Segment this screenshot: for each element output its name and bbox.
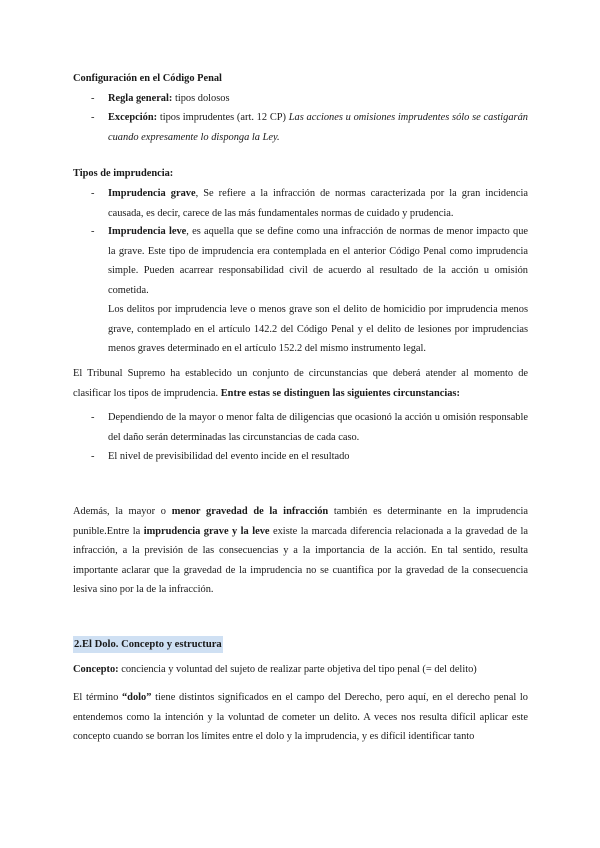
section-title: 2.El Dolo. Concepto y estructura xyxy=(73,636,223,653)
concepto-text: conciencia y voluntad del sujeto de realizar parte objetiva del tipo penal (= del delito) xyxy=(118,664,477,675)
bullet-dash: - xyxy=(91,93,95,104)
dolo-paragraph xyxy=(73,688,528,747)
ademas-bold: imprudencia grave y la leve xyxy=(143,525,270,537)
concepto-line xyxy=(73,660,528,680)
ademas-bold: menor gravedad de la infracción xyxy=(171,506,329,517)
tribunal-bold: Entre estas se distinguen las siguientes circunstancias: xyxy=(220,387,460,399)
tribunal-text: El Tribunal Supremo ha establecido un conjunto de circunstancias que deberá atender al momento de clasificar los tipos de imprudencia. xyxy=(73,368,528,399)
ademas-text: también es determinante en la imprudencia punible.Entre la xyxy=(73,506,528,537)
tipos-heading: Tipos de imprudencia: xyxy=(73,168,174,179)
item-text: , Se refiere a la infracción de normas caracterizada por la gran incidencia causada, es decir, carece de las más fundamentales normas de cuidado y prudencia. xyxy=(108,188,528,219)
item-text: , es aquella que se define como una infracción de normas de menor impacto que la grave. Este tipo de imprudencia era contemplada en el anterior Código Penal como imprudencia simple. Pueden acarrear responsabilidad civil de acuerdo al resultado de la acción u omisión cometida. xyxy=(108,226,529,296)
item-text: tipos imprudentes (art. 12 CP) xyxy=(157,112,289,123)
config-heading: Configuración en el Código Penal xyxy=(73,73,222,84)
item-quote: Las acciones u omisiones imprudentes sólo se castigarán cuando expresamente lo disponga la Ley. xyxy=(108,112,528,143)
concepto-label: Concepto: xyxy=(73,664,119,675)
item-label: Excepción: xyxy=(108,112,158,123)
item-label: Regla general: xyxy=(108,93,173,104)
item-text: tipos dolosos xyxy=(172,93,230,104)
dolo-bold: “dolo” xyxy=(121,692,152,703)
tribunal-paragraph xyxy=(73,364,528,403)
dolo-text: tiene distintos significados en el campo del Derecho, pero aquí, en el derecho penal lo entendemos como la intención y la voluntad de cometer un delito. A veces nos resulta difícil aplicar este concepto cuando se borran los límites entre el dolo y la imprudencia, y es difícil identificar tanto xyxy=(73,692,528,742)
ademas-text: existe la marcada diferencia relacionada a la gravedad de la infracción, a la previsión de las consecuencias y a la importancia de la acción. En tal sentido, resulta importante aclarar que la gravedad de la imprudencia no se cuantifica por la gravedad de la consecuencia lesiva sino por la de la infracción. xyxy=(73,525,528,595)
config-item-excepcion xyxy=(108,108,528,147)
item-label: Imprudencia grave xyxy=(108,188,196,199)
tipos-item-grave xyxy=(108,184,528,223)
tipos-item-leve xyxy=(108,222,528,300)
tribunal-item: El nivel de previsibilidad del evento incide en el resultado xyxy=(108,451,350,462)
ademas-paragraph xyxy=(73,502,528,600)
tribunal-item: Dependiendo de la mayor o menor falta de diligencias que ocasionó la acción u omisión responsable del daño serán determinadas las circunstancias de cada caso. xyxy=(108,412,528,443)
bullet-dash: - xyxy=(91,226,95,237)
config-item-regla-general xyxy=(108,89,528,109)
bullet-dash: - xyxy=(91,112,95,123)
item-label: Imprudencia leve xyxy=(108,226,187,237)
bullet-dash: - xyxy=(91,451,95,462)
ademas-text: Además, la mayor o xyxy=(73,506,172,517)
tipos-leve-paragraph: Los delitos por imprudencia leve o menos grave son el delito de homicidio por imprudencia menos grave, contemplado en el artículo 142.2 del Código Penal y el delito de lesiones por imprudencias menos graves determinado en el artículo 152.2 del mismo instrumento legal. xyxy=(108,304,528,354)
bullet-dash: - xyxy=(91,412,95,423)
dolo-text: El término xyxy=(73,692,122,703)
bullet-dash: - xyxy=(91,188,95,199)
